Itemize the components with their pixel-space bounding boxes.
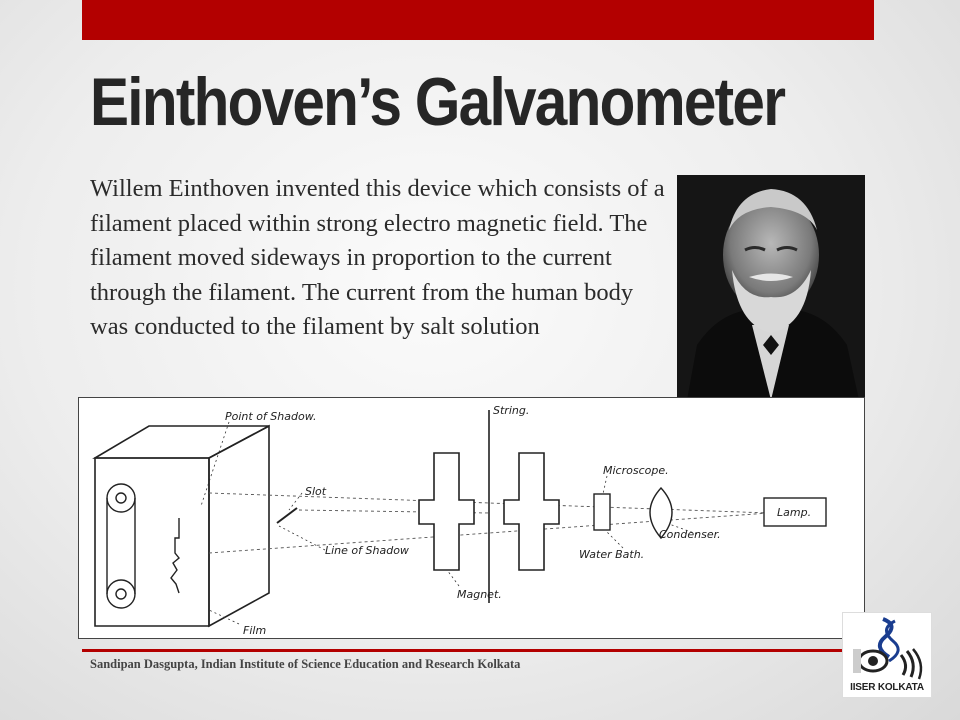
label-slot: Slot xyxy=(305,485,327,498)
slot xyxy=(277,508,297,523)
galvanometer-diagram xyxy=(78,397,865,639)
camera-box xyxy=(95,426,269,626)
label-film: Film xyxy=(243,624,267,637)
einthoven-portrait xyxy=(677,175,865,400)
label-lamp: Lamp. xyxy=(777,506,812,519)
label-point-of-shadow: Point of Shadow. xyxy=(225,410,317,423)
label-water-bath: Water Bath. xyxy=(579,548,645,561)
logo-text: IISER KOLKATA xyxy=(850,682,924,693)
film-reels xyxy=(107,484,135,608)
trace-line xyxy=(171,518,179,593)
label-line-of-shadow: Line of Shadow xyxy=(325,544,409,557)
top-accent-bar xyxy=(82,0,874,40)
label-string: String. xyxy=(493,404,530,417)
footer-credit: Sandipan Dasgupta, Indian Institute of Science Education and Research Kolkata xyxy=(90,657,521,671)
footer-divider xyxy=(82,649,852,652)
slide-body-text: Willem Einthoven invented this device which consists of a filament placed within strong electro magnetic field. The filament moved sideways in proportion to the current through the filament. The current from the human body was conducted to the filament by salt solution xyxy=(90,175,665,340)
water-bath xyxy=(594,494,610,530)
iiser-kolkata-logo xyxy=(842,612,932,698)
label-microscope: Microscope. xyxy=(603,464,669,477)
label-condenser: Condenser. xyxy=(659,528,721,541)
slide-title: Einthoven’s Galvanometer xyxy=(90,64,785,140)
label-magnet: Magnet. xyxy=(457,588,502,601)
